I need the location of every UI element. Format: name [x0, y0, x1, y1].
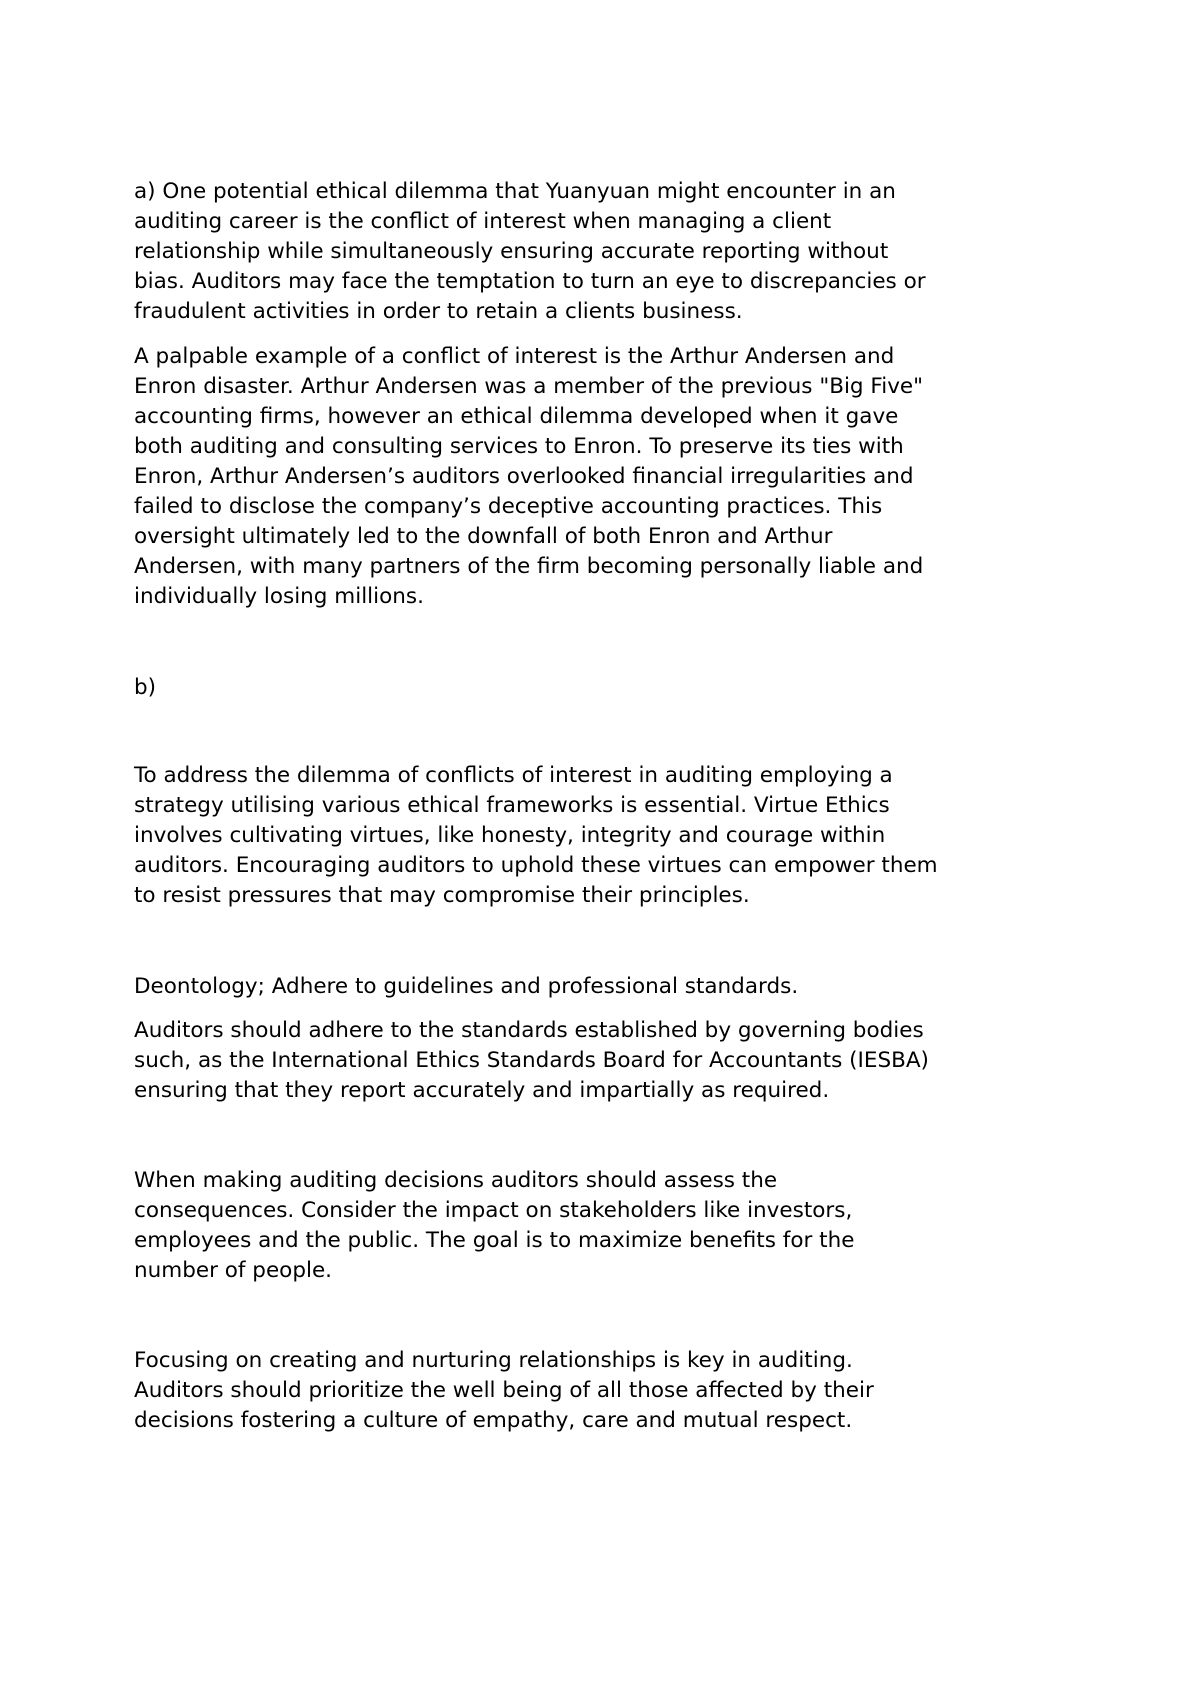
text-line: When making auditing decisions auditors should assess the	[134, 1168, 778, 1193]
text-line: To address the dilemma of conflicts of interest in auditing employing a	[134, 763, 893, 788]
text-line: Enron disaster. Arthur Andersen was a member of the previous "Big Five"	[134, 374, 924, 399]
text-line: individually losing millions.	[134, 584, 424, 609]
text-line: oversight ultimately led to the downfall of both Enron and Arthur	[134, 524, 833, 549]
text-line: auditing career is the conflict of interest when managing a client	[134, 209, 832, 234]
text-line: Auditors should prioritize the well being of all those affected by their	[134, 1378, 874, 1403]
paragraph-care-ethics	[134, 1346, 874, 1436]
text-line: failed to disclose the company’s deceptive accounting practices. This	[134, 494, 883, 519]
text-line: such, as the International Ethics Standards Board for Accountants (IESBA)	[134, 1048, 929, 1073]
text-line: involves cultivating virtues, like honesty, integrity and courage within	[134, 823, 886, 848]
text-line: fraudulent activities in order to retain a clients business.	[134, 299, 743, 324]
paragraph-enron-example	[134, 342, 923, 612]
text-line: consequences. Consider the impact on stakeholders like investors,	[134, 1198, 853, 1223]
paragraph-deontology-heading	[134, 972, 798, 1002]
text-line: Andersen, with many partners of the firm becoming personally liable and	[134, 554, 924, 579]
text-line: Enron, Arthur Andersen’s auditors overlooked financial irregularities and	[134, 464, 914, 489]
text-line: accounting firms, however an ethical dilemma developed when it gave	[134, 404, 899, 429]
text-line: A palpable example of a conflict of interest is the Arthur Andersen and	[134, 344, 895, 369]
text-line: auditors. Encouraging auditors to uphold these virtues can empower them	[134, 853, 938, 878]
text-line: b)	[134, 675, 157, 700]
text-line: relationship while simultaneously ensuring accurate reporting without	[134, 239, 889, 264]
text-line: strategy utilising various ethical frameworks is essential. Virtue Ethics	[134, 793, 890, 818]
text-line: both auditing and consulting services to Enron. To preserve its ties with	[134, 434, 904, 459]
paragraph-consequences	[134, 1166, 854, 1286]
text-line: number of people.	[134, 1258, 333, 1283]
text-line: decisions fostering a culture of empathy, care and mutual respect.	[134, 1408, 853, 1433]
text-line: employees and the public. The goal is to maximize benefits for the	[134, 1228, 855, 1253]
text-line: to resist pressures that may compromise their principles.	[134, 883, 750, 908]
text-line: bias. Auditors may face the temptation to turn an eye to discrepancies or	[134, 269, 926, 294]
text-line: Auditors should adhere to the standards established by governing bodies	[134, 1018, 924, 1043]
text-line: Focusing on creating and nurturing relationships is key in auditing.	[134, 1348, 853, 1373]
paragraph-a-dilemma	[134, 177, 926, 327]
text-line: ensuring that they report accurately and impartially as required.	[134, 1078, 830, 1103]
text-line: a) One potential ethical dilemma that Yuanyuan might encounter in an	[134, 179, 896, 204]
section-b-heading	[134, 673, 156, 703]
paragraph-deontology	[134, 1016, 929, 1106]
paragraph-virtue-ethics	[134, 761, 938, 911]
text-line: Deontology; Adhere to guidelines and professional standards.	[134, 974, 799, 999]
